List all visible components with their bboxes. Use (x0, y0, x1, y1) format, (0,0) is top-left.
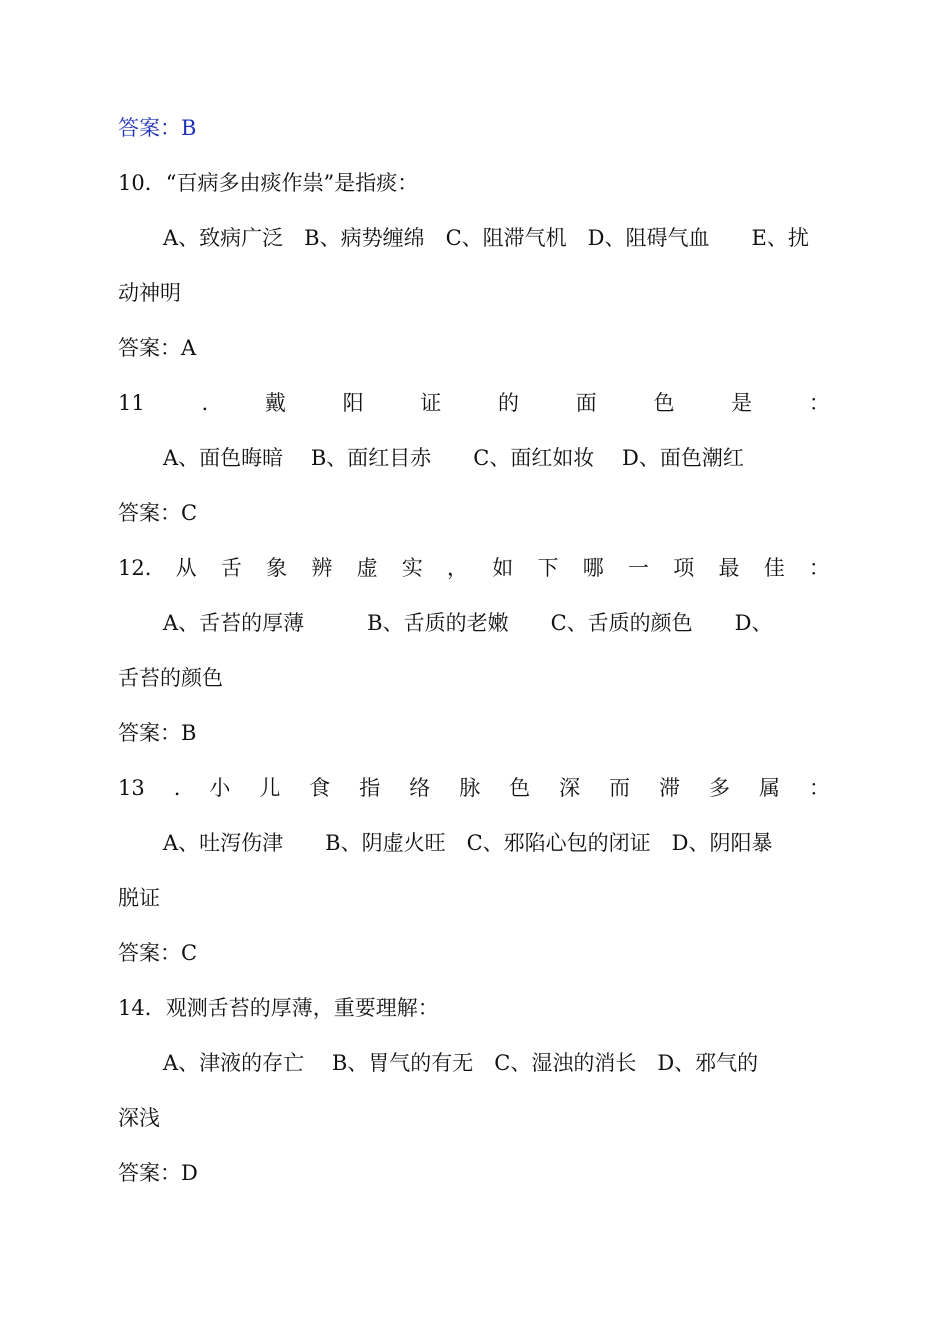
question-char: 多 (709, 776, 731, 800)
options-10-line1: A、致病广泛 B、病势缠绵 C、阻滞气机 D、阻碍气血 E、扰 (163, 226, 809, 250)
question-char: . (201, 391, 209, 415)
question-char: 戴 (264, 391, 286, 415)
answer-13: 答案：C (118, 941, 198, 965)
question-11 (118, 389, 830, 417)
answer-10: 答案：A (118, 336, 197, 360)
answer-14: 答案：D (118, 1161, 198, 1185)
question-char: 食 (309, 776, 331, 800)
question-char: 面 (575, 391, 597, 415)
question-char: 小 (209, 776, 231, 800)
question-char: 的 (498, 391, 520, 415)
options-10-line2: 动神明 (118, 281, 181, 305)
question-char: 项 (673, 556, 695, 580)
options-14-line2: 深浅 (118, 1106, 160, 1130)
options-14-line1: A、津液的存亡 B、胃气的有无 C、湿浊的消长 D、邪气的 (163, 1051, 759, 1075)
question-char: ， (447, 556, 469, 580)
question-char: 深 (559, 776, 581, 800)
question-char: 色 (653, 391, 675, 415)
question-char: 最 (718, 556, 740, 580)
question-char: 色 (509, 776, 531, 800)
question-char: 如 (492, 556, 514, 580)
question-char: 13 (118, 776, 145, 800)
question-char: 是 (731, 391, 753, 415)
question-char: 指 (359, 776, 381, 800)
options-12-line2: 舌苔的颜色 (118, 666, 223, 690)
options-13-line2: 脱证 (118, 886, 160, 910)
question-char: 辨 (311, 556, 333, 580)
question-char: 下 (537, 556, 559, 580)
question-char: 舌 (220, 556, 242, 580)
question-char: 证 (420, 391, 442, 415)
question-char: 脉 (459, 776, 481, 800)
question-char: 佳 (763, 556, 785, 580)
question-char: 实 (401, 556, 423, 580)
question-char: 从 (175, 556, 197, 580)
options-11: A、面色晦暗 B、面红目赤 C、面红如妆 D、面色潮红 (163, 446, 744, 470)
question-char: 11 (118, 391, 145, 415)
question-char: 儿 (259, 776, 281, 800)
question-char: 络 (409, 776, 431, 800)
question-char: . (173, 776, 181, 800)
question-char: 而 (609, 776, 631, 800)
answer-line: 答案：B (118, 116, 197, 140)
options-13-line1: A、吐泻伤津 B、阴虚火旺 C、邪陷心包的闭证 D、阴阳暴 (163, 831, 773, 855)
question-12 (118, 554, 830, 582)
question-char: 一 (627, 556, 649, 580)
question-char: ： (808, 776, 830, 800)
answer-11: 答案：C (118, 501, 198, 525)
question-char: ： (808, 391, 830, 415)
question-10: 10．“百病多由痰作祟”是指痰： (118, 171, 419, 195)
question-char: 阳 (342, 391, 364, 415)
question-14: 14．观测舌苔的厚薄，重要理解： (118, 996, 439, 1020)
answer-12: 答案：B (118, 721, 197, 745)
question-13 (118, 774, 830, 802)
question-char: 哪 (582, 556, 604, 580)
question-char: ： (808, 556, 830, 580)
question-char: 属 (759, 776, 781, 800)
question-char: 象 (266, 556, 288, 580)
question-char: 滞 (659, 776, 681, 800)
question-char: 12. (118, 556, 152, 580)
question-char: 虚 (356, 556, 378, 580)
options-12-line1: A、舌苔的厚薄 B、舌质的老嫩 C、舌质的颜色 D、 (163, 611, 773, 635)
